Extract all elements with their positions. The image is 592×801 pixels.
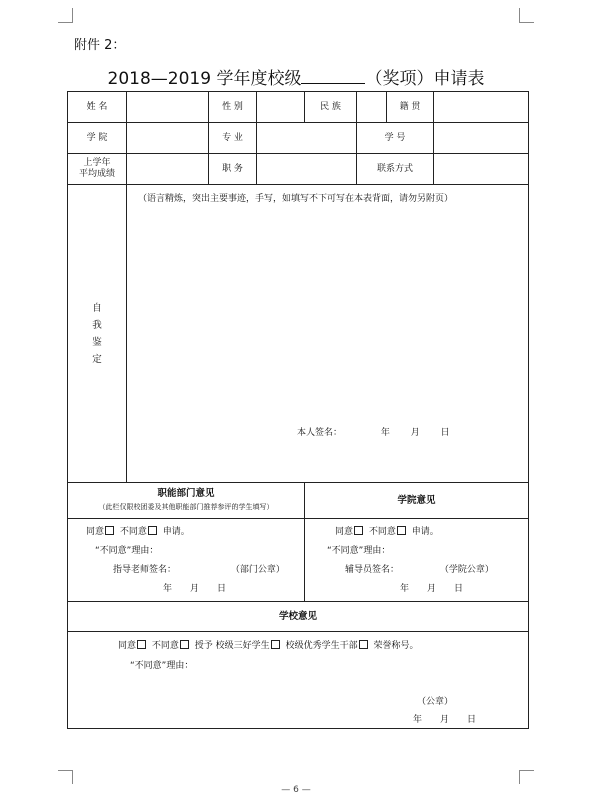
school-date-line [413, 712, 476, 725]
dept-agree-checkbox[interactable] [105, 526, 114, 535]
major-value[interactable] [257, 123, 357, 154]
college-agree-checkbox[interactable] [354, 526, 363, 535]
contact-value[interactable] [434, 154, 529, 185]
school-day: 日 [467, 715, 477, 725]
college-month: 月 [427, 584, 437, 594]
dept-year: 年 [163, 584, 173, 594]
gpa-value[interactable] [127, 154, 209, 185]
student-id-label-cell [357, 123, 434, 154]
college-signature-label: 辅导员签名： [345, 565, 400, 575]
dept-disagree-checkbox[interactable] [148, 526, 157, 535]
contact-label: 联系方式 [376, 163, 413, 174]
gpa-label-line2: 平均成绩 [78, 169, 115, 179]
ethnicity-label: 民 族 [320, 101, 341, 112]
dept-agree-label: 同意 [86, 527, 105, 537]
major-label: 专 业 [222, 132, 243, 143]
college-day: 日 [454, 584, 464, 594]
page-number: — 6 — [281, 785, 311, 795]
dept-opinion-body[interactable] [68, 519, 305, 602]
title-prefix: 2018—2019 学年度校级 [107, 69, 302, 89]
school-agree-checkbox[interactable] [137, 640, 146, 649]
school-honor-text: 荣誉称号。 [373, 641, 419, 651]
dept-signature-line [113, 562, 285, 575]
dept-disagree-label: 不同意 [119, 527, 147, 537]
dept-opinion-note: （此栏仅限校团委及其他职能部门推荐参评的学生填写） [98, 503, 274, 511]
crop-mark [72, 8, 73, 22]
college-opinion-header [305, 483, 529, 519]
gender-value[interactable] [257, 92, 305, 123]
dept-day: 日 [217, 584, 227, 594]
school-year: 年 [413, 715, 423, 725]
school-choice-line [118, 638, 418, 651]
school-opinion-header [68, 602, 529, 632]
college-date-line [400, 581, 463, 594]
self-eval-signature-line [297, 425, 450, 438]
crop-mark [519, 8, 520, 22]
college-signature-line [345, 562, 494, 575]
dept-apply-text: 申请。 [162, 527, 190, 537]
college-disagree-checkbox[interactable] [397, 526, 406, 535]
major-label-cell [209, 123, 257, 154]
origin-value[interactable] [434, 92, 529, 123]
school-month: 月 [440, 715, 450, 725]
dept-opinion-header [68, 483, 305, 519]
college-opinion-title: 学院意见 [397, 495, 436, 506]
crop-mark [58, 22, 73, 23]
college-reason-label: “不同意”理由： [327, 546, 391, 556]
award-name-blank [301, 69, 365, 84]
college-year: 年 [400, 584, 410, 594]
dept-opinion-title: 职能部门意见 [157, 488, 215, 499]
application-form-table [67, 91, 529, 729]
crop-mark [519, 22, 534, 23]
dept-date-line [163, 581, 226, 594]
crop-mark [519, 770, 534, 771]
award-merit-student: 校级三好学生 [215, 641, 270, 651]
gender-label: 性 别 [222, 101, 243, 112]
sign-day: 日 [440, 428, 450, 438]
college-disagree-label: 不同意 [368, 527, 396, 537]
self-eval-char-1: 自 [92, 302, 102, 314]
college-label-cell [68, 123, 127, 154]
self-signature-label: 本人签名： [297, 428, 343, 438]
school-disagree-label: 不同意 [151, 641, 179, 651]
name-label: 姓 名 [86, 101, 108, 112]
sign-year: 年 [380, 428, 390, 438]
school-opinion-title: 学校意见 [278, 611, 317, 622]
self-eval-instruction: （语言精炼，突出主要事迹，手写，如填写不下可写在本表背面，请勿另附页） [138, 194, 454, 204]
school-agree-label: 同意 [118, 641, 137, 651]
award-merit-student-checkbox[interactable] [271, 640, 280, 649]
school-grant-text: 授予 [194, 641, 213, 651]
school-seal-label: （公章） [417, 697, 454, 707]
award-outstanding-cadre-checkbox[interactable] [359, 640, 368, 649]
college-label: 学 院 [86, 132, 108, 143]
student-id-value[interactable] [434, 123, 529, 154]
college-apply-text: 申请。 [411, 527, 439, 537]
gender-label-cell [209, 92, 257, 123]
sign-month: 月 [410, 428, 420, 438]
dept-choice-line [86, 524, 190, 537]
name-value[interactable] [127, 92, 209, 123]
college-choice-line [335, 524, 439, 537]
name-label-cell [68, 92, 127, 123]
gpa-label-cell [68, 154, 127, 185]
crop-mark [519, 770, 520, 784]
crop-mark [72, 770, 73, 784]
ethnicity-label-cell [305, 92, 357, 123]
origin-label: 籍 贯 [399, 101, 421, 112]
position-value[interactable] [257, 154, 357, 185]
school-disagree-checkbox[interactable] [180, 640, 189, 649]
self-eval-char-2: 我 [92, 319, 102, 331]
dept-signature-label: 指导老师签名： [113, 565, 177, 575]
college-value[interactable] [127, 123, 209, 154]
award-outstanding-cadre: 校级优秀学生干部 [285, 641, 358, 651]
dept-month: 月 [190, 584, 200, 594]
position-label: 职 务 [222, 163, 243, 174]
school-reason-label: “不同意”理由： [130, 661, 194, 671]
dept-reason-label: “不同意”理由： [95, 546, 159, 556]
college-opinion-body[interactable] [305, 519, 529, 602]
school-opinion-body[interactable] [68, 632, 529, 729]
ethnicity-value[interactable] [357, 92, 387, 123]
form-title [0, 64, 592, 89]
attachment-label: 附件 2： [74, 38, 126, 53]
gpa-label-line1: 上学年 [83, 158, 111, 168]
self-eval-label-cell [68, 185, 127, 483]
self-eval-char-3: 鉴 [92, 336, 102, 348]
self-eval-char-4: 定 [92, 353, 102, 365]
origin-label-cell [387, 92, 434, 123]
college-seal-label: （学院公章） [439, 565, 494, 575]
dept-seal-label: （部门公章） [230, 565, 285, 575]
position-label-cell [209, 154, 257, 185]
title-suffix: （奖项）申请表 [365, 69, 485, 89]
contact-label-cell [357, 154, 434, 185]
self-eval-content[interactable] [127, 185, 529, 483]
college-agree-label: 同意 [335, 527, 354, 537]
crop-mark [58, 770, 73, 771]
student-id-label: 学 号 [384, 132, 406, 143]
